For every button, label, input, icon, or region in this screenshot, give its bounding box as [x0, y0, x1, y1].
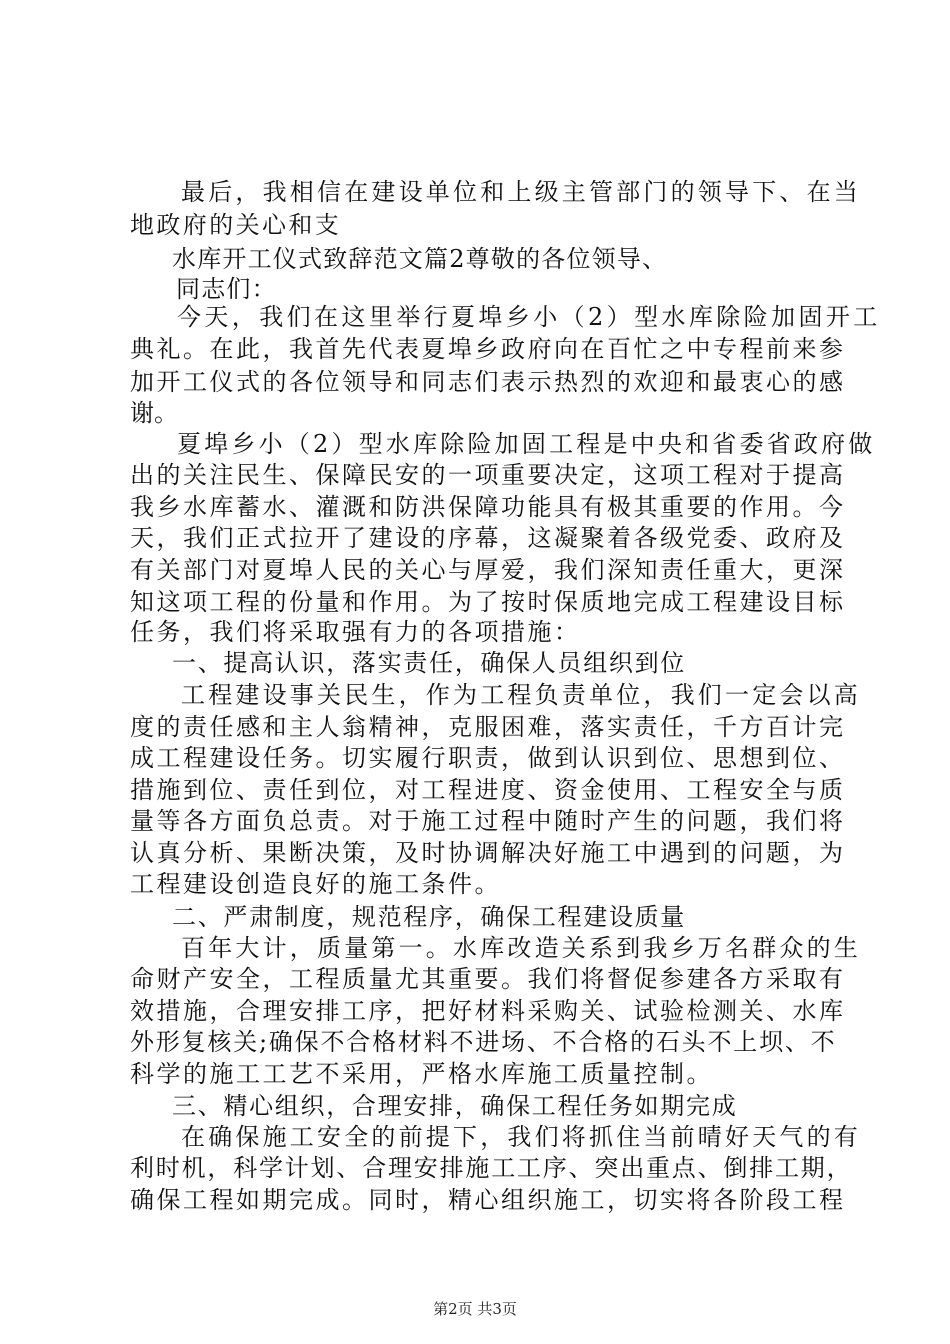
page-number-footer: 第2页 共3页: [433, 1300, 517, 1318]
line-text: 认真分析、果断决策，及时协调解决好施工中遇到的问题，为: [130, 839, 846, 867]
line-text: 天，我们正式拉开了建设的序幕，这凝聚着各级党委、政府及: [130, 524, 846, 552]
line-text: 度的责任感和主人翁精神，克服困难，落实责任，千方百计完: [130, 713, 846, 741]
line-text: 一、提高认识，落实责任，确保人员组织到位: [172, 649, 686, 677]
line-text: 典礼。在此，我首先代表夏埠乡政府向在百忙之中专程前来参: [130, 335, 846, 363]
line-text: 知这项工程的份量和作用。为了按时保质地完成工程建设目标: [130, 588, 846, 616]
line-text: 效措施，合理安排工序，把好材料采购关、试验检测关、水库: [130, 997, 846, 1025]
line-text: 成工程建设任务。切实履行职责，做到认识到位、思想到位、: [130, 744, 846, 772]
line-text: 百年大计，质量第一。水库改造关系到我乡万名群众的生: [181, 934, 861, 962]
line-text: 命财产安全，工程质量尤其重要。我们将督促参建各方采取有: [130, 965, 846, 993]
line-text: 利时机，科学计划、合理安排施工工序、突出重点、倒排工期，: [130, 1154, 853, 1182]
line-text: 有关部门对夏埠人民的关心与厚爱，我们深知责任重大，更深: [130, 556, 846, 584]
line-text: 工程建设事关民生，作为工程负责单位，我们一定会以高: [181, 681, 861, 709]
line-text: 最后，我相信在建设单位和上级主管部门的领导下、在当: [181, 178, 861, 206]
line-text: 出的关注民生、保障民安的一项重要决定，这项工程对于提高: [130, 461, 846, 489]
line-text: 夏埠乡小（2）型水库除险加固工程是中央和省委省政府做: [177, 430, 876, 458]
line-text: 量等各方面负总责。对于施工过程中随时产生的问题，我们将: [130, 807, 846, 835]
line-text: 地政府的关心和支: [130, 211, 342, 239]
line-text: 措施到位、责任到位，对工程进度、资金使用、工程安全与质: [130, 776, 846, 804]
line-text: 同志们：: [176, 275, 277, 303]
line-text: 今天，我们在这里举行夏埠乡小（2）型水库除险加固开工: [177, 303, 881, 331]
line-text: 科学的施工工艺不采用，严格水库施工质量控制。: [130, 1060, 713, 1088]
line-text: 水库开工仪式致辞范文篇2尊敬的各位领导、: [172, 245, 668, 273]
line-text: 任务，我们将采取强有力的各项措施：: [130, 618, 581, 646]
line-text: 工程建设创造良好的施工条件。: [130, 870, 501, 898]
line-text: 我乡水库蓄水、灌溉和防洪保障功能具有极其重要的作用。今: [130, 493, 846, 521]
line-text: 确保工程如期完成。同时，精心组织施工，切实将各阶段工程: [130, 1186, 846, 1214]
line-text: 谢。: [130, 399, 178, 427]
line-text: 在确保施工安全的前提下，我们将抓住当前晴好天气的有: [181, 1123, 861, 1151]
line-text: 加开工仪式的各位领导和同志们表示热烈的欢迎和最衷心的感: [130, 368, 846, 396]
line-text: 外形复核关;确保不合格材料不进场、不合格的石头不上坝、不: [130, 1028, 837, 1056]
line-text: 二、严肃制度，规范程序，确保工程建设质量: [172, 903, 686, 931]
line-text: 三、精心组织，合理安排，确保工程任务如期完成: [172, 1092, 738, 1120]
